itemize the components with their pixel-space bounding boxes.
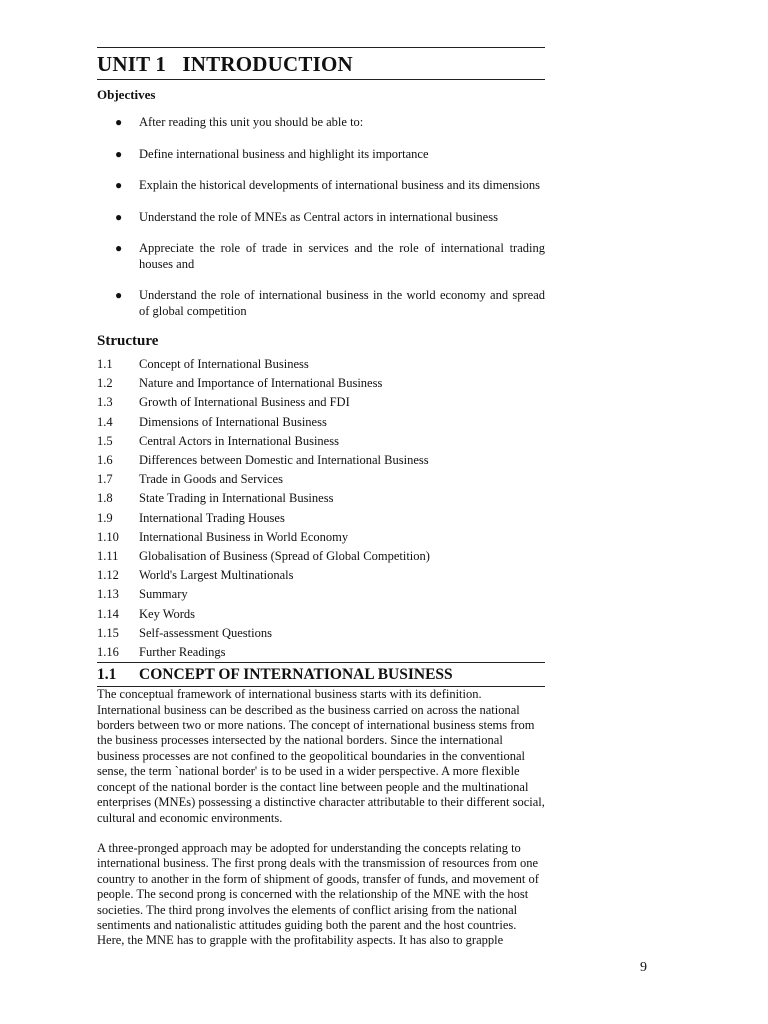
objective-item: ● Understand the role of MNEs as Central actors in international business [115, 209, 498, 224]
structure-item: 1.5 Central Actors in International Business [97, 433, 339, 448]
bullet-icon: ● [115, 178, 123, 192]
structure-item: 1.10 International Business in World Economy [97, 529, 349, 544]
structure-item: 1.12 World's Largest Multinationals [97, 568, 294, 583]
section-heading [97, 665, 545, 685]
section-title: CONCEPT OF INTERNATIONAL BUSINESS [139, 666, 453, 684]
structure-list [97, 355, 545, 662]
structure-item: 1.11 Globalisation of Business (Spread of Global Competition) [97, 549, 430, 564]
structure-item: 1.14 Key Words [97, 606, 196, 621]
unit-title: UNIT 1 INTRODUCTION [97, 52, 353, 76]
body-paragraph: The conceptual framework of international business starts with its definition. International business can be described as the business carried on across the national borders between two or more nations. The concept of international business stems from the business processes intersected by the national borders. Since the international business processes are not confined to the geopolitical boundaries in the conventional sense, the term `national border' is to be used in a wider perspective. A more flexible concept of the national border is the contact line between people and the multinational enterprises (MNEs) possessing a distinctive character attributable to their different social, cultural and economic environments. [97, 687, 545, 825]
bullet-icon: ● [115, 115, 123, 129]
objective-item: ● Understand the role of international business in the world economy and spread of global competition [115, 288, 545, 318]
document-page [97, 47, 545, 949]
structure-item: 1.1 Concept of International Business [97, 357, 309, 371]
objective-item: ● Appreciate the role of trade in services and the role of international trading houses and [115, 241, 545, 271]
structure-item: 1.7 Trade in Goods and Services [97, 472, 283, 487]
objectives-list [97, 115, 545, 319]
objective-item: ● Explain the historical developments of international business and its dimensions [115, 178, 540, 192]
structure-item: 1.2 Nature and Importance of International Business [97, 376, 383, 391]
structure-item: 1.16 Further Readings [97, 645, 226, 660]
unit-title-rule [97, 79, 545, 80]
structure-item: 1.9 International Trading Houses [97, 510, 285, 525]
bullet-icon: ● [115, 146, 123, 161]
structure-item: 1.8 State Trading in International Business [97, 491, 334, 506]
structure-item: 1.4 Dimensions of International Business [97, 414, 327, 429]
structure-heading: Structure [97, 333, 159, 349]
structure-item: 1.15 Self-assessment Questions [97, 625, 272, 640]
page-number: 9 [640, 960, 647, 975]
structure-item: 1.13 Summary [97, 587, 188, 602]
bullet-icon: ● [115, 209, 123, 224]
bullet-icon: ● [115, 241, 123, 255]
objective-item: ● Define international business and highlight its importance [115, 146, 429, 161]
bullet-icon: ● [115, 288, 123, 302]
section-number: 1.1 [97, 666, 117, 684]
objectives-heading: Objectives [97, 87, 156, 102]
top-rule [97, 47, 545, 48]
body-paragraph: A three-pronged approach may be adopted for understanding the concepts relating to international business. The first prong deals with the transmission of resources from one country to another in the form of shipment of goods, transfer of funds, and movement of people. The second prong is concerned with the relationship of the MNE with the host societies. The third prong involves the elements of conflict arising from the national sentiments and nationalistic attitudes guiding both the parent and the host countries. Here, the MNE has to grapple with the profitability aspects. It has also to grapple [97, 840, 539, 948]
structure-item: 1.6 Differences between Domestic and International Business [97, 453, 429, 468]
structure-item: 1.3 Growth of International Business and FDI [97, 395, 350, 410]
section-top-rule [97, 662, 545, 663]
objective-item: ● After reading this unit you should be able to: [115, 115, 364, 129]
